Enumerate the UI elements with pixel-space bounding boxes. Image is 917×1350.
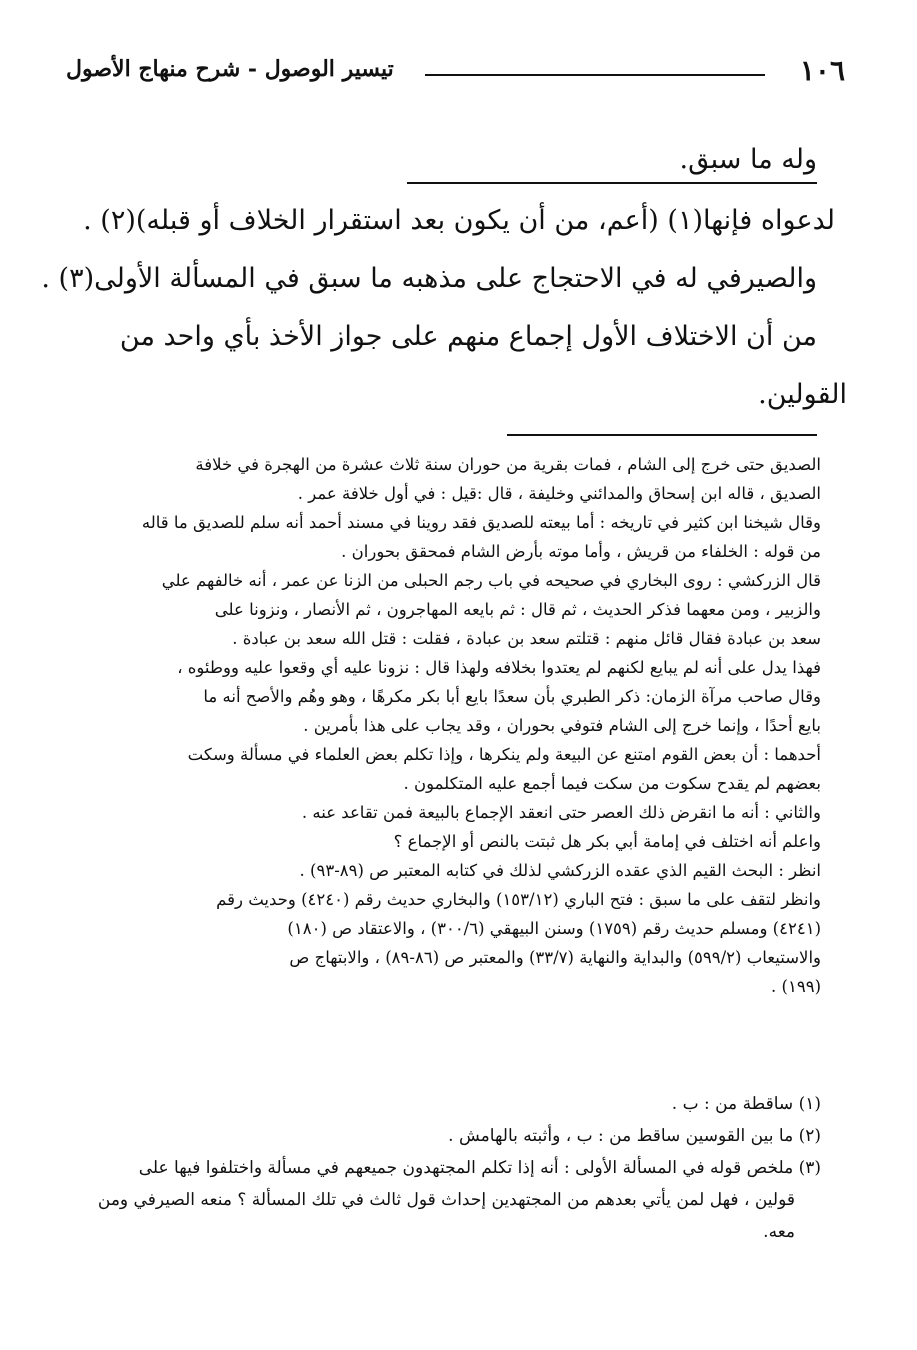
page-number: ١٠٦ bbox=[799, 54, 845, 87]
note-line: سعد بن عبادة فقال قائل منهم : قتلتم سعد بن عبادة ، فقلت : قتل الله سعد بن عبادة . bbox=[232, 629, 821, 648]
note-line: الصديق ، قاله ابن إسحاق والمدائني وخليفة ، قال :قيل : في أول خلافة عمر . bbox=[297, 484, 821, 503]
book-title: تيسير الوصول - شرح منهاج الأصول bbox=[66, 56, 394, 82]
main-line-5: القولين. bbox=[758, 379, 847, 410]
main-line-2: لدعواه فإنها(١) (أعم، من أن يكون بعد استقرار الخلاف أو قبله)(٢) . bbox=[83, 205, 835, 236]
footnote-rule bbox=[507, 434, 817, 436]
note-line: والاستيعاب (٥٩٩/٢) والبداية والنهاية (٣٣/٧) والمعتبر ص (٨٦-٨٩) ، والابتهاج ص bbox=[289, 948, 821, 967]
note-paragraph bbox=[64, 450, 821, 508]
footnote-3-continuation: معه. bbox=[763, 1222, 795, 1242]
note-line: فهذا يدل على أنه لم يبايع لكنهم لم يعتدوا بخلافه ولهذا قال : نزونا عليه أي وقعوا عليه ووطئوه ، bbox=[177, 658, 821, 677]
footnote-2: (٢) ما بين القوسين ساقط من : ب ، وأثبته بالهامش . bbox=[448, 1126, 821, 1146]
main-text-body bbox=[41, 192, 847, 424]
note-paragraph bbox=[64, 740, 821, 798]
note-line: وانظر لتقف على ما سبق : فتح الباري (١٥٣/١٢) والبخاري حديث رقم (٤٢٤٠) وحديث رقم bbox=[216, 890, 821, 909]
main-line-3: والصيرفي له في الاحتجاج على مذهبه ما سبق في المسألة الأولى(٣) . bbox=[41, 263, 817, 294]
commentary-notes bbox=[64, 450, 821, 1001]
header-rule bbox=[425, 74, 765, 76]
note-paragraph bbox=[64, 798, 821, 827]
note-line: وقال شيخنا ابن كثير في تاريخه : أما بيعته للصديق فقد روينا في مسند أحمد أنه سلم للصديق ما قاله bbox=[141, 513, 821, 532]
main-line-4: من أن الاختلاف الأول إجماع منهم على جواز الأخذ بأي واحد من bbox=[119, 321, 817, 352]
note-line: من قوله : الخلفاء من قريش ، وأما موته بأرض الشام فمحقق بحوران . bbox=[341, 542, 821, 561]
note-paragraph bbox=[64, 856, 821, 885]
note-paragraph bbox=[64, 827, 821, 856]
note-paragraph bbox=[64, 566, 821, 653]
quote-end-rule bbox=[407, 182, 817, 184]
note-line: والزبير ، ومن معهما فذكر الحديث ، ثم قال : ثم بايعه المهاجرون ، ثم الأنصار ، ونزونا على bbox=[214, 600, 821, 619]
main-text bbox=[70, 136, 817, 184]
main-line-1: وله ما سبق. bbox=[679, 144, 817, 175]
note-paragraph bbox=[64, 653, 821, 740]
note-line: بايع أحدًا ، وإنما خرج إلى الشام فتوفي بحوران ، وقد يجاب على هذا بأمرين . bbox=[303, 716, 821, 735]
footnote-3: (٣) ملخص قوله في المسألة الأولى : أنه إذا تكلم المجتهدون جميعهم في مسألة واختلفوا فيها على bbox=[138, 1158, 821, 1178]
note-line: والثاني : أنه ما انقرض ذلك العصر حتى انعقد الإجماع بالبيعة فمن تقاعد عنه . bbox=[301, 803, 821, 822]
footnote-1: (١) ساقطة من : ب . bbox=[671, 1094, 821, 1114]
note-line: الصديق حتى خرج إلى الشام ، فمات بقرية من حوران سنة ثلاث عشرة من الهجرة في خلافة bbox=[195, 455, 821, 474]
note-line: بعضهم لم يقدح سكوت من سكت فيما أجمع عليه المتكلمون . bbox=[403, 774, 821, 793]
note-line: (١٩٩) . bbox=[771, 977, 821, 996]
note-line: انظر : البحث القيم الذي عقده الزركشي لذلك في كتابه المعتبر ص (٨٩-٩٣) . bbox=[299, 861, 821, 880]
note-paragraph bbox=[64, 508, 821, 566]
page-header bbox=[66, 52, 845, 92]
note-line: واعلم أنه اختلف في إمامة أبي بكر هل ثبتت بالنص أو الإجماع ؟ bbox=[393, 832, 821, 851]
note-line: (٤٢٤١) ومسلم حديث رقم (١٧٥٩) وسنن البيهقي (٣٠٠/٦) ، والاعتقاد ص (١٨٠) bbox=[287, 919, 821, 938]
note-paragraph bbox=[64, 885, 821, 1001]
note-line: وقال صاحب مرآة الزمان: ذكر الطبري بأن سعدًا بايع أبا بكر مكرهًا ، وهو وهُم والأصح أنه ما bbox=[203, 687, 821, 706]
note-line: قال الزركشي : روى البخاري في صحيحه في باب رجم الحبلى من الزنا عن عمر ، أنه خالفهم علي bbox=[161, 571, 821, 590]
footnotes bbox=[64, 1088, 821, 1248]
footnote-3-continuation: قولين ، فهل لمن يأتي بعدهم من المجتهدين إحداث قول ثالث في تلك المسألة ؟ منعه الصيرفي ومن bbox=[97, 1190, 795, 1210]
note-line: أحدهما : أن بعض القوم امتنع عن البيعة ولم ينكرها ، وإذا تكلم بعض العلماء في مسألة وسكت bbox=[187, 745, 821, 764]
